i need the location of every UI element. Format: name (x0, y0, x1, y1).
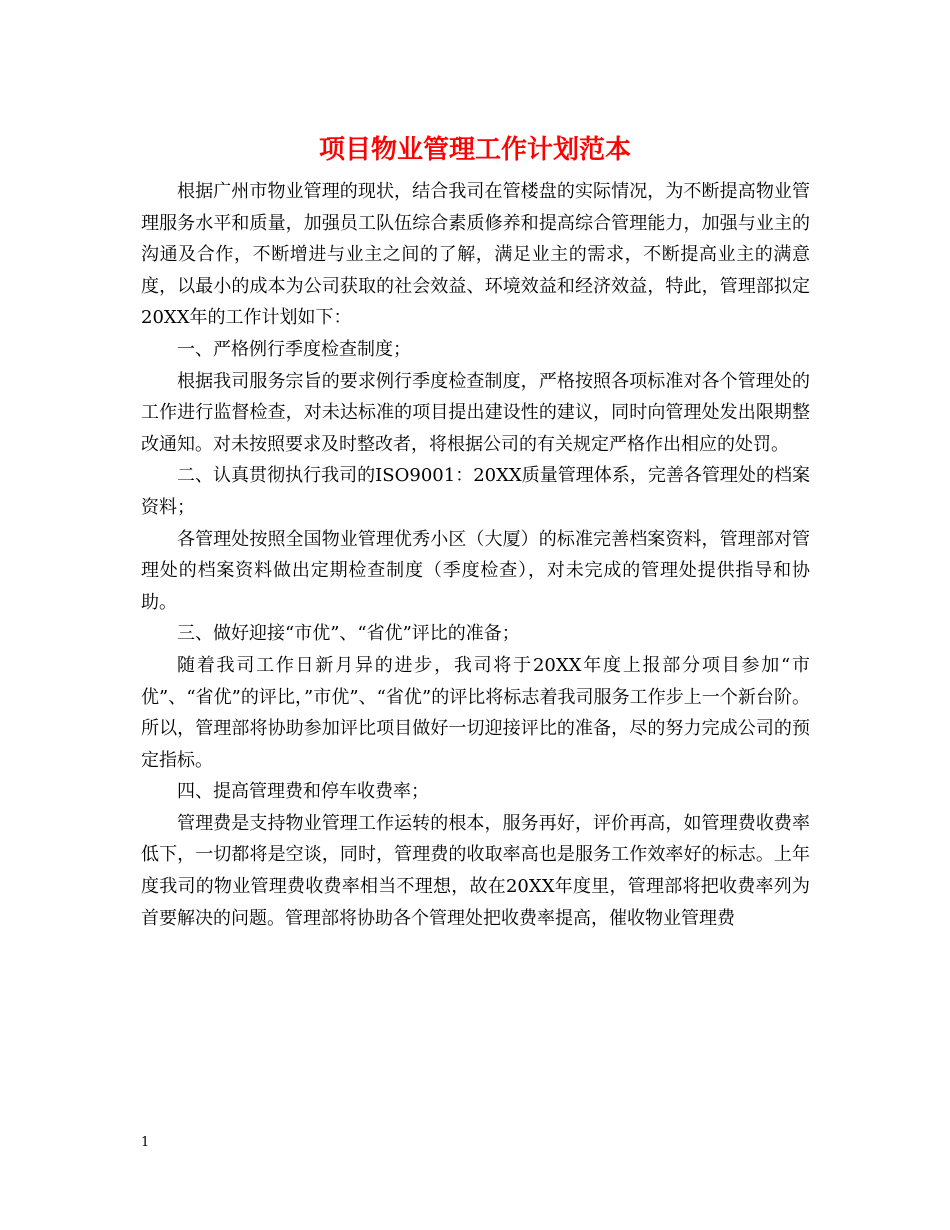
page-number: 1 (141, 1135, 150, 1150)
paragraph-section-2: 各管理处按照全国物业管理优秀小区（大厦）的标准完善档案资料，管理部对管理处的档案资料做出定期检查制度（季度检查），对未完成的管理处提供指导和协助。 (141, 528, 810, 613)
paragraph-section-1: 根据我司服务宗旨的要求例行季度检查制度，严格按照各项标准对各个管理处的工作进行监督检查，对未达标准的项目提出建设性的建议，同时向管理处发出限期整改通知。对未按照要求及时整改者，将根据公司的有关规定严格作出相应的处罚。 (141, 370, 810, 455)
section-heading-4: 四、提高管理费和停车收费率； (177, 781, 429, 803)
paragraph-intro: 根据广州市物业管理的现状，结合我司在管楼盘的实际情况，为不断提高物业管理服务水平和质量，加强员工队伍综合素质修养和提高综合管理能力，加强与业主的沟通及合作，不断增进与业主之间的了解，满足业主的需求，不断提高业主的满意度，以最小的成本为公司获取的社会效益、环境效益和经济效益，特此，管理部拟定20XX年的工作计划如下： (141, 181, 810, 329)
paragraph-section-3: 随着我司工作日新月异的进步，我司将于20XX年度上报部分项目参加“市优”、“省优”的评比，”市优”、“省优”的评比将标志着我司服务工作步上一个新台阶。所以，管理部将协助参加评比项目做好一切迎接评比的准备，尽的努力完成公司的预定指标。 (141, 654, 810, 771)
document-body (141, 176, 810, 934)
section-heading-1: 一、严格例行季度检查制度； (177, 338, 411, 360)
section-heading-2: 二、认真贯彻执行我司的ISO9001：20XX质量管理体系，完善各管理处的档案资料； (141, 465, 810, 518)
paragraph-section-4: 管理费是支持物业管理工作运转的根本，服务再好，评价再高，如管理费收费率低下，一切都将是空谈，同时，管理费的收取率高也是服务工作效率好的标志。上年度我司的物业管理费收费率相当不理想，故在20XX年度里，管理部将把收费率列为首要解决的问题。管理部将协助各个管理处把收费率提高，催收物业管理费 (141, 812, 810, 929)
section-heading-3: 三、做好迎接“市优”、“省优”评比的准备； (177, 623, 520, 645)
document-title: 项目物业管理工作计划范本 (318, 135, 631, 165)
